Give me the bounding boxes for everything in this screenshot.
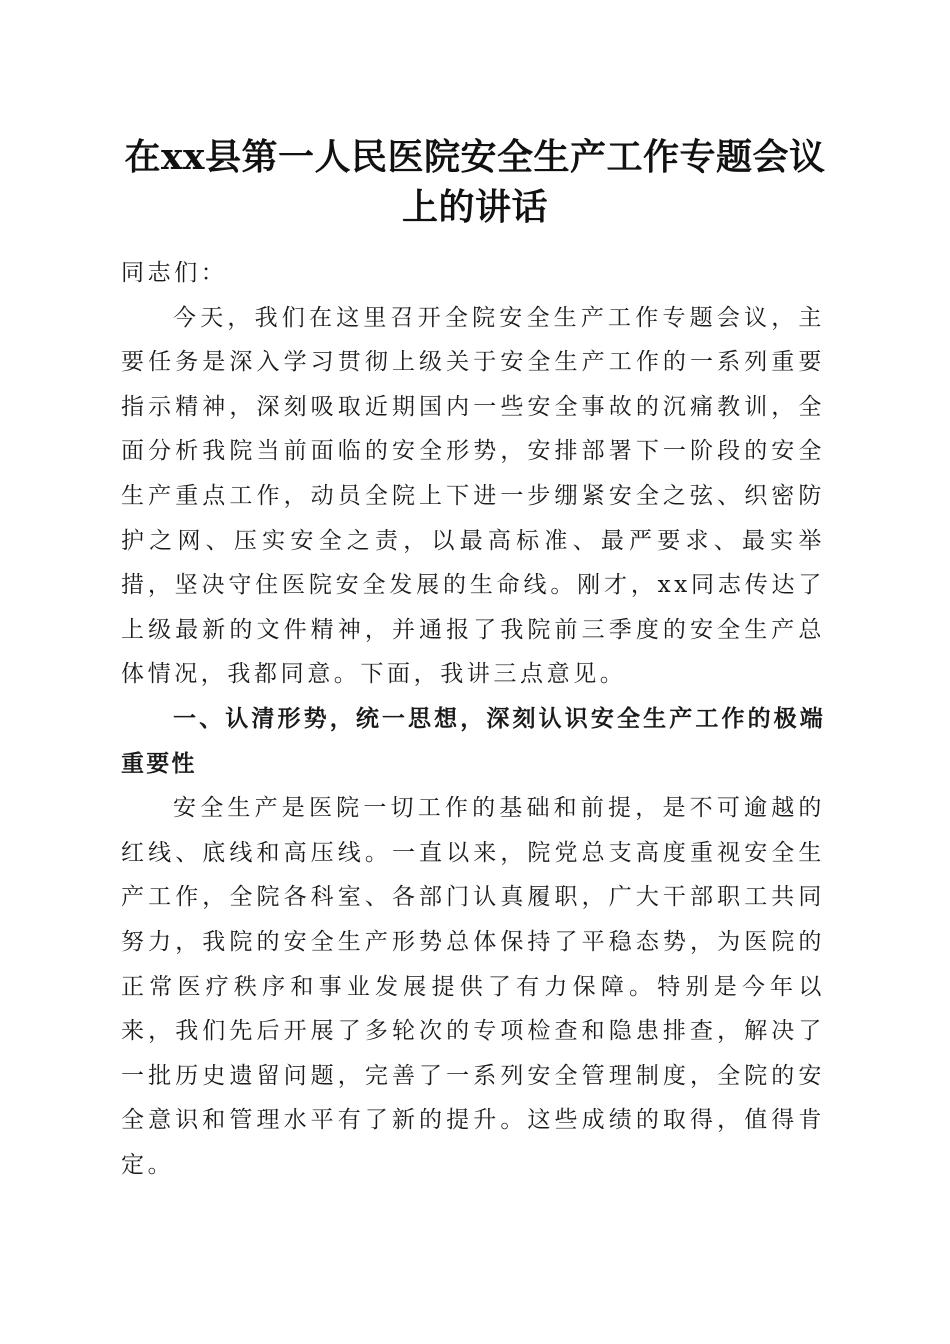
salutation: 同志们： bbox=[121, 260, 228, 286]
document-title bbox=[120, 132, 830, 232]
title-line-1: 在xx县第一人民医院安全生产工作专题会议 bbox=[124, 136, 826, 178]
section-1-paragraph: 安全生产是医院一切工作的基础和前提，是不可逾越的红线、底线和高压线。一直以来，院党总支高度重视安全生产工作，全院各科室、各部门认真履职，广大干部职工共同努力，我院的安全生产形势总体保持了平稳态势，为医院的正常医疗秩序和事业发展提供了有力保障。特别是今年以来，我们先后开展了多轮次的专项检查和隐患排查，解决了一批历史遗留问题，完善了一系列安全管理制度，全院的安全意识和管理水平有了新的提升。这些成绩的取得，值得肯定。 bbox=[121, 795, 825, 1178]
section-heading-1: 一、认清形势，统一思想，深刻认识安全生产工作的极端重要性 bbox=[121, 705, 825, 777]
document-body bbox=[121, 251, 825, 1187]
title-line-2: 上的讲话 bbox=[401, 186, 548, 228]
opening-paragraph: 今天，我们在这里召开全院安全生产工作专题会议，主要任务是深入学习贯彻上级关于安全生产工作的一系列重要指示精神，深刻吸取近期国内一些安全事故的沉痛教训，全面分析我院当前面临的安全形势，安排部署下一阶段的安全生产重点工作，动员全院上下进一步绷紧安全之弦、织密防护之网、压实安全之责，以最高标准、最严要求、最实举措，坚决守住医院安全发展的生命线。刚才，xx同志传达了上级最新的文件精神，并通报了我院前三季度的安全生产总体情况，我都同意。下面，我讲三点意见。 bbox=[121, 304, 825, 688]
